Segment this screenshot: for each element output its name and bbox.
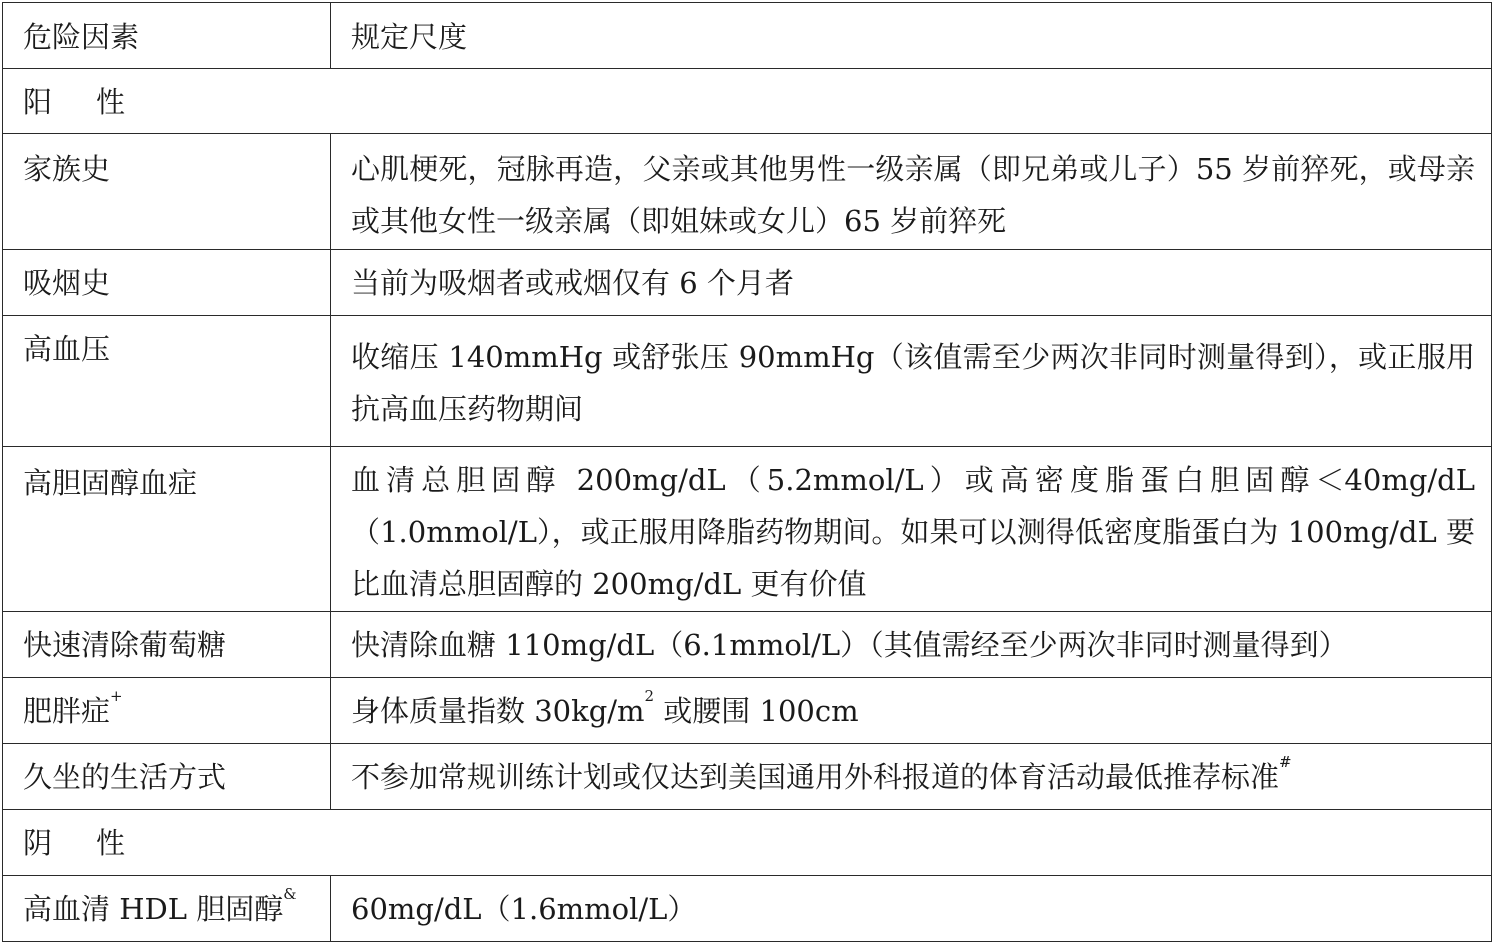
factor-label: 家族史: [23, 152, 111, 186]
criteria-cell: [331, 744, 1492, 810]
factor-cell: [3, 876, 331, 942]
criteria-cell: [331, 316, 1492, 447]
section-negative-label-b: 性: [96, 826, 126, 860]
factor-cell: [3, 612, 331, 678]
factor-cell: [3, 250, 331, 316]
section-positive-label-b: 性: [96, 85, 126, 119]
criteria-footnote-mark: #: [1279, 753, 1292, 771]
factor-cell: [3, 744, 331, 810]
table-row-family-history: [3, 134, 1492, 250]
criteria-text: 身体质量指数 30kg/m: [351, 694, 645, 728]
factor-cell: [3, 134, 331, 250]
header-factor-label: 危险因素: [23, 20, 140, 54]
criteria-text: 心肌梗死，冠脉再造，父亲或其他男性一级亲属（即兄弟或儿子）55 岁前猝死，或母亲或其他女性一级亲属（即姐妹或女儿）65 岁前猝死: [351, 152, 1475, 238]
factor-footnote-mark: +: [110, 687, 123, 705]
factor-label: 肥胖症: [23, 694, 111, 728]
factor-footnote-mark: &: [283, 885, 297, 903]
section-positive-label-a: 阳: [23, 85, 53, 119]
factor-cell: [3, 316, 331, 447]
criteria-text: 收缩压 140mmHg 或舒张压 90mmHg（该值需至少两次非同时测量得到），或正服用抗高血压药物期间: [351, 340, 1475, 426]
section-row-negative: [3, 810, 1492, 876]
factor-cell: [3, 447, 331, 612]
table-row-fasting-glucose: [3, 612, 1492, 678]
criteria-cell: [331, 678, 1492, 744]
factor-cell: [3, 678, 331, 744]
criteria-text-continued: 或腰围 100cm: [654, 694, 859, 728]
criteria-cell: [331, 612, 1492, 678]
criteria-text: 血清总胆固醇 200mg/dL（5.2mmol/L）或高密度脂蛋白胆固醇＜40mg/dL（1.0mmol/L），或正服用降脂药物期间。如果可以测得低密度脂蛋白为 100mg/dL 要比血清总胆固醇的 200mg/dL 更有价值: [351, 463, 1475, 601]
factor-label: 吸烟史: [23, 266, 111, 300]
criteria-superscript: 2: [644, 687, 655, 705]
section-negative-label-a: 阴: [23, 826, 53, 860]
criteria-cell: [331, 134, 1492, 250]
table-row-sedentary: [3, 744, 1492, 810]
factor-label: 快速清除葡萄糖: [23, 628, 227, 662]
header-criteria-cell: [331, 3, 1492, 69]
criteria-cell: [331, 876, 1492, 942]
table-row-obesity: [3, 678, 1492, 744]
section-row-positive: [3, 69, 1492, 134]
criteria-text: 60mg/dL（1.6mmol/L）: [351, 892, 697, 926]
criteria-text: 当前为吸烟者或戒烟仅有 6 个月者: [351, 266, 794, 300]
section-negative-cell: [3, 810, 1492, 876]
table-row-hdl: [3, 876, 1492, 942]
table-header-row: [3, 3, 1492, 69]
table-row-smoking: [3, 250, 1492, 316]
factor-label: 高血压: [23, 332, 111, 366]
factor-label: 高胆固醇血症: [23, 466, 198, 500]
criteria-text: 快清除血糖 110mg/dL（6.1mmol/L）（其值需经至少两次非同时测量得到）: [351, 628, 1348, 662]
criteria-cell: [331, 447, 1492, 612]
section-positive-cell: [3, 69, 1492, 134]
factor-label: 高血清 HDL 胆固醇: [23, 892, 284, 926]
factor-label: 久坐的生活方式: [23, 760, 227, 794]
risk-factor-table: [2, 2, 1492, 942]
table-row-hypercholesterolemia: [3, 447, 1492, 612]
criteria-text: 不参加常规训练计划或仅达到美国通用外科报道的体育活动最低推荐标准: [351, 760, 1280, 794]
criteria-cell: [331, 250, 1492, 316]
header-criteria-label: 规定尺度: [351, 20, 468, 54]
table-row-hypertension: [3, 316, 1492, 447]
header-factor-cell: [3, 3, 331, 69]
